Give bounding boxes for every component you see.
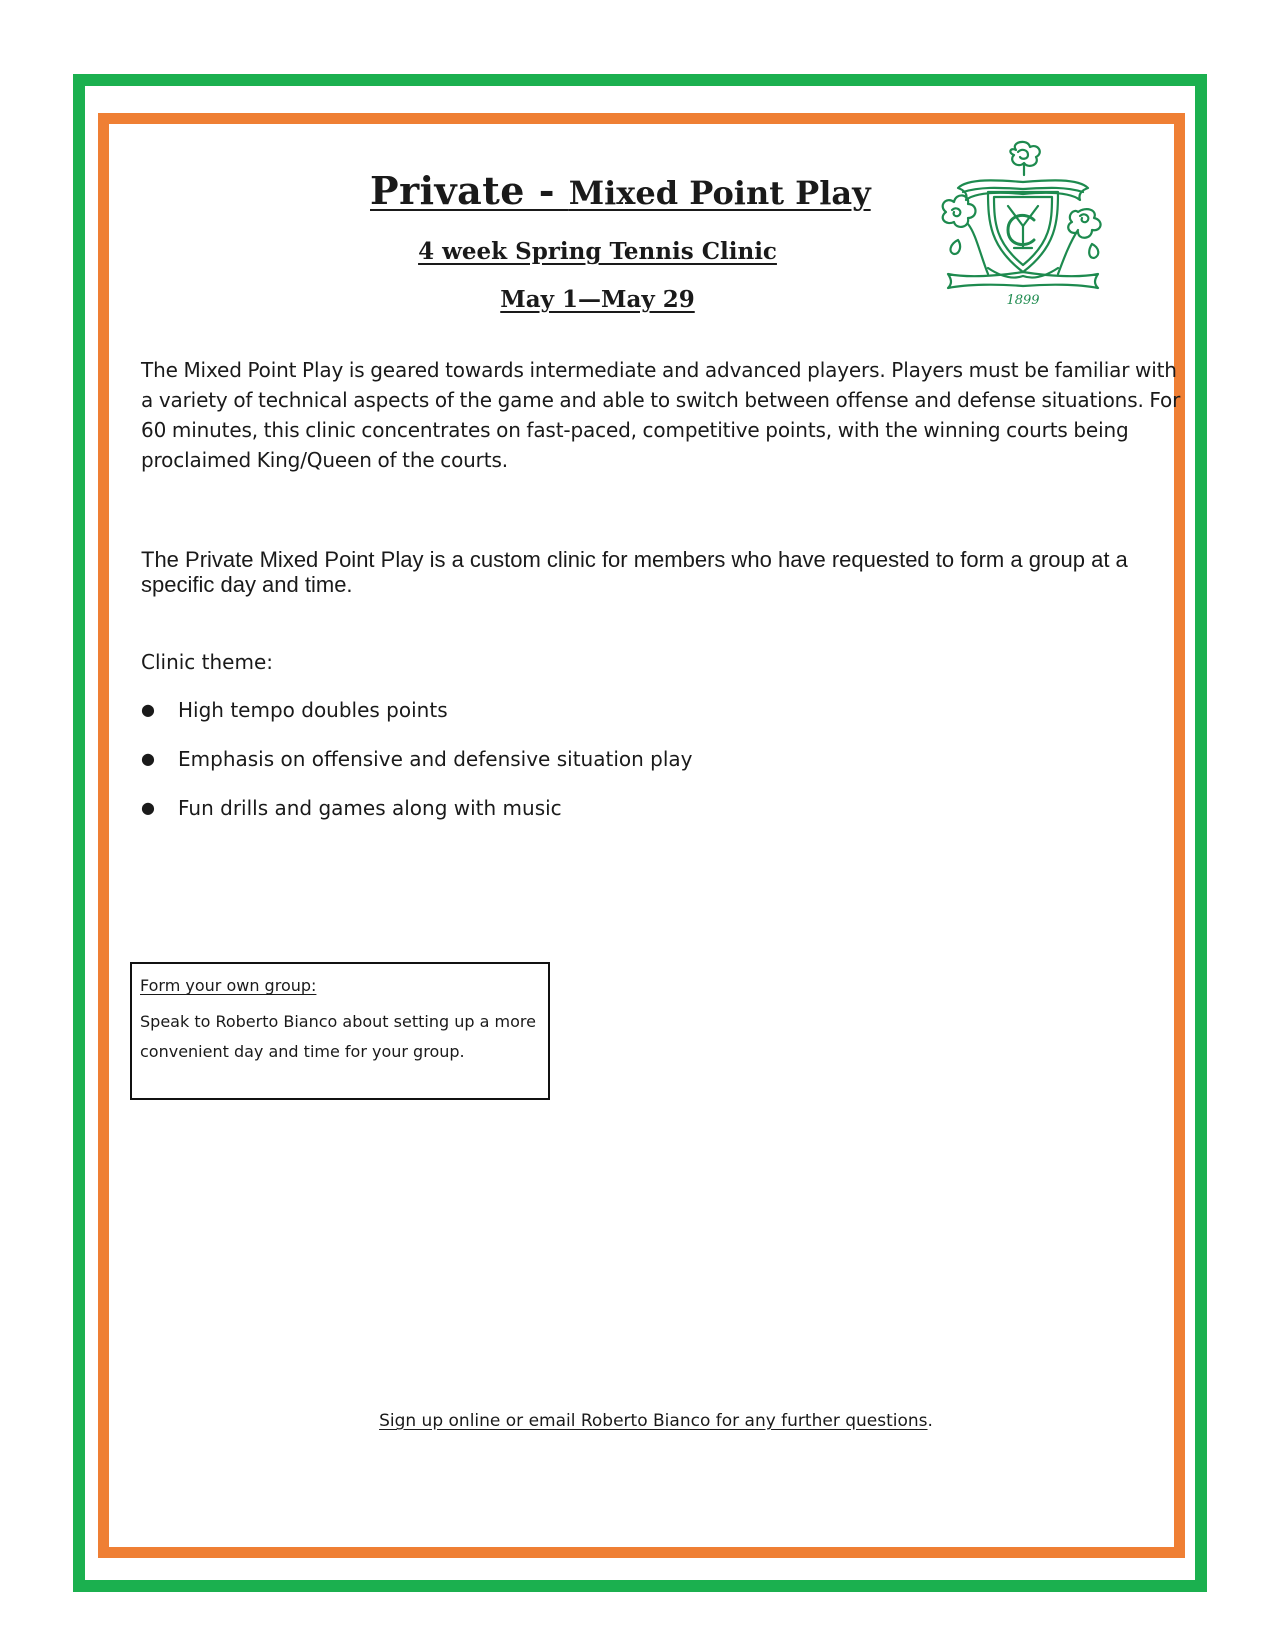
footer-period: . — [927, 1411, 933, 1431]
clinic-subtitle: 4 week Spring Tennis Clinic — [418, 238, 777, 265]
form-group-box — [130, 962, 550, 1100]
list-item — [141, 796, 692, 845]
theme-item-text: Fun drills and games along with music — [178, 796, 562, 820]
bullet-icon: ● — [141, 798, 155, 817]
theme-item-text: Emphasis on offensive and defensive situation play — [178, 747, 693, 771]
list-item — [141, 698, 692, 747]
page-title — [370, 170, 871, 212]
title-part-mixed-point-play: Mixed Point Play — [568, 174, 871, 212]
club-crest-logo — [928, 140, 1118, 312]
crest-year: 1899 — [1006, 293, 1040, 308]
private-clinic-note: The Private Mixed Point Play is a custom clinic for members who have requested to form a group at a specific day and time. — [141, 547, 1128, 597]
clinic-description: The Mixed Point Play is geared towards intermediate and advanced players. Players must be familiar with a variety of technical aspects of the game and able to switch between offense and defense situations. For 60 minutes, this clinic concentrates on fast-paced, competitive points, with the winning courts being proclaimed King/Queen of the courts. — [141, 358, 1181, 472]
title-part-private: Private - — [370, 168, 569, 213]
clinic-theme-list — [141, 698, 692, 845]
list-item — [141, 747, 692, 796]
clinic-theme-label: Clinic theme: — [141, 650, 274, 674]
bullet-icon: ● — [141, 749, 155, 768]
theme-item-text: High tempo doubles points — [178, 698, 448, 722]
clinic-dates: May 1—May 29 — [500, 286, 695, 313]
footer-signup-line — [0, 1411, 1275, 1431]
form-group-text: Speak to Roberto Bianco about setting up a more convenient day and time for your group. — [140, 1012, 536, 1061]
signup-link[interactable]: Sign up online or email Roberto Bianco for any further questions — [379, 1411, 928, 1431]
form-group-title: Form your own group: — [140, 976, 317, 995]
bullet-icon: ● — [141, 700, 155, 719]
